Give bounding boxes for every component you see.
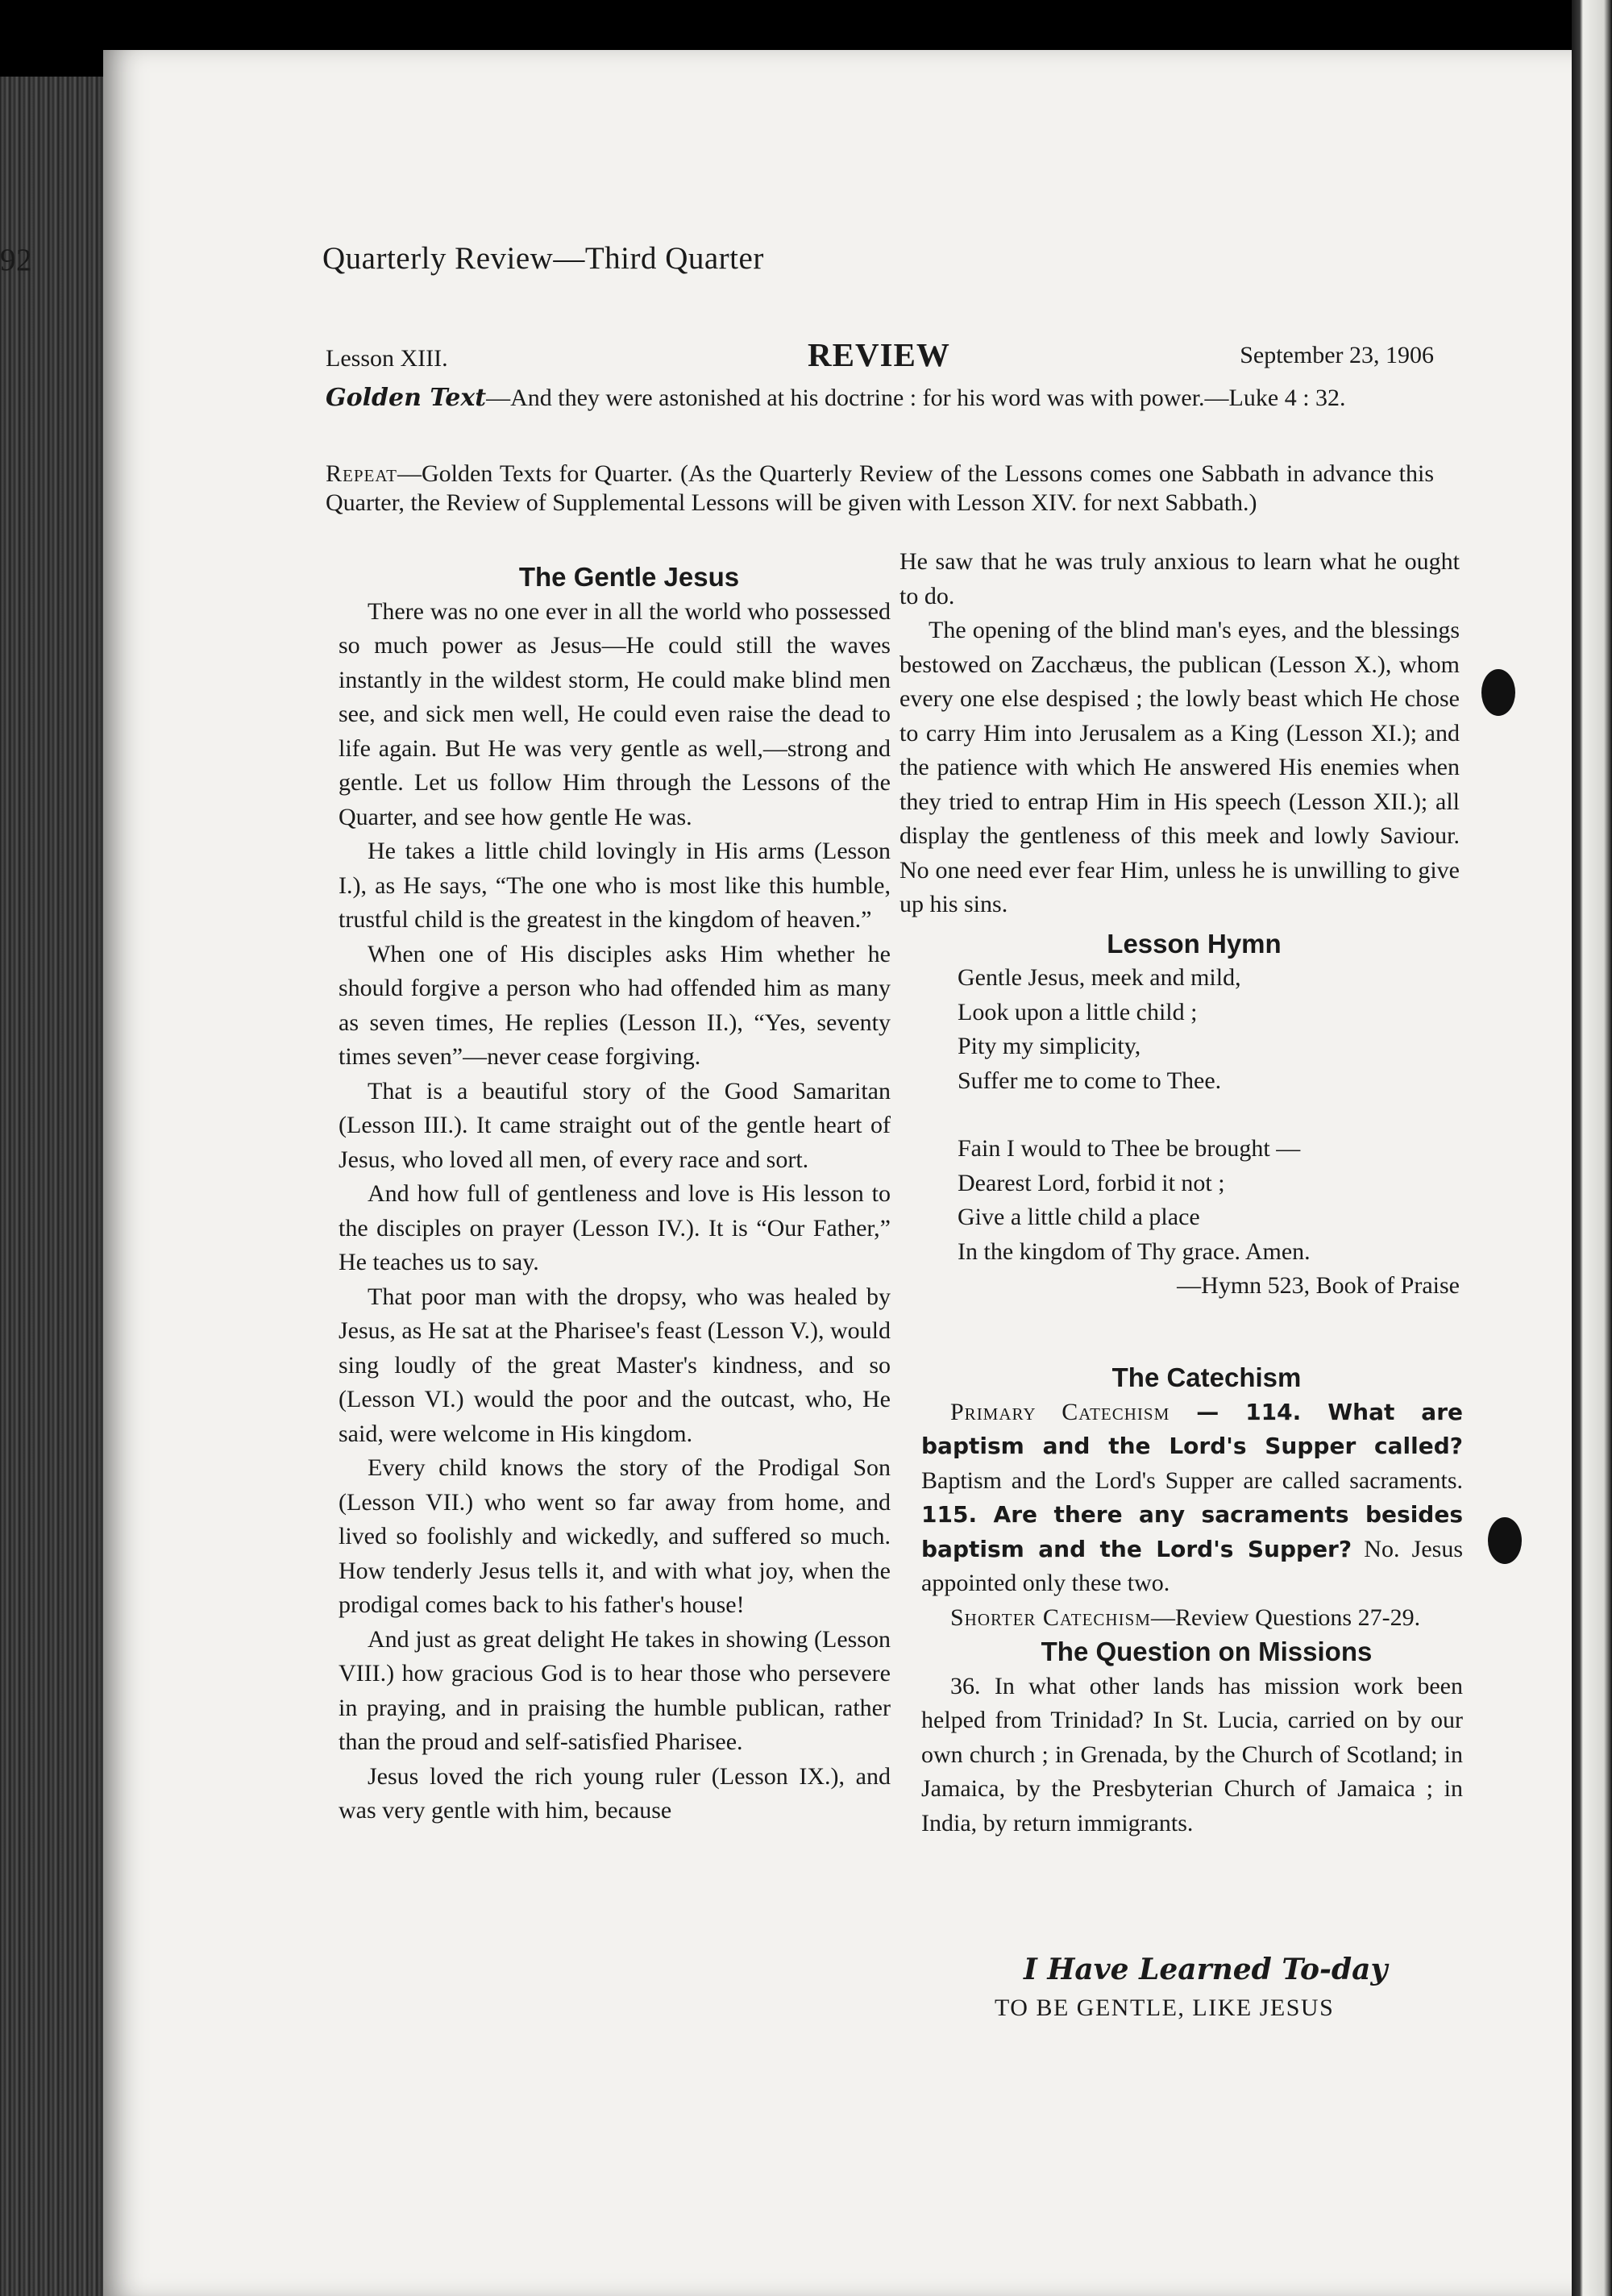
paragraph: The opening of the blind man's eyes, and the blessings bestowed on Zacchæus, the publican (Lesson X.), whom every one else despised ; the lowly beast which He chose to carry Him into Jerusalem as a King (Lesson XI.); and the patience with which He answered His enemies when they tried to entrap Him in His speech (Lesson XII.); all display the gentleness of this meek and lowly Saviour. No one need ever fear Him, unless he is unwilling to give up his sins. (899, 617, 1460, 917)
missions-heading: The Question on Missions (1041, 1637, 1373, 1666)
running-head (0, 240, 764, 277)
paragraph: Jesus loved the rich young ruler (Lesson IX.), and was very gentle with him, because (339, 1762, 891, 1824)
hymn-line: Dearest Lord, forbid it not ; (958, 1169, 1225, 1196)
paragraph: There was no one ever in all the world who possessed so much power as Jesus—He could still the waves instantly in the wildest storm, He could make blind men see, and sick men well, He could even raise the dead to life again. But He was very gentle as well,—strong and gentle. Let us follow Him through the Lessons of the Quarter, and see how gentle He was. (339, 597, 891, 830)
left-column (339, 560, 891, 1828)
facing-page-edge (1572, 0, 1612, 2296)
lesson-number: Lesson XIII. (326, 345, 448, 372)
lesson-date: September 23, 1906 (1240, 342, 1434, 368)
hymn-reference: —Hymn 523, Book of Praise (1177, 1272, 1460, 1299)
paragraph: That is a beautiful story of the Good Samaritan (Lesson III.). It came straight out of the gentle heart of Jesus, who loved all men, of every race and sort. (339, 1077, 891, 1173)
paragraph: When one of His disciples asks Him whether he should forgive a person who had offended him as many as seven times, He replies (Lesson II.), “Yes, seventy times seven”—never cease forgiving. (339, 940, 891, 1070)
repeat-note (326, 460, 1434, 518)
hymn-line: Gentle Jesus, meek and mild, (958, 964, 1241, 991)
hymn-line: Fain I would to Thee be brought — (958, 1135, 1301, 1162)
gentle-jesus-heading: The Gentle Jesus (518, 562, 740, 592)
learned-today-text: TO BE GENTLE, LIKE JESUS (995, 1994, 1335, 2021)
lesson-title: REVIEW (808, 336, 950, 373)
shorter-catechism-text: —Review Questions 27-29. (1150, 1603, 1421, 1631)
golden-text (326, 384, 1434, 413)
running-head-title: Quarterly Review—Third Quarter (322, 241, 764, 276)
golden-text-body: —And they were astonished at his doctrine : for his word was with power.—Luke 4 : 32. (486, 385, 1346, 411)
primary-catechism-label: Primary Catechism (950, 1398, 1170, 1425)
right-column (899, 545, 1460, 1304)
book-page-edges (0, 77, 113, 2296)
page-number: 92 (0, 243, 32, 277)
question-114-number: — 114. (1170, 1398, 1328, 1425)
hymn-stanza-2 (958, 1132, 1460, 1269)
repeat-body: —Golden Texts for Quarter. (As the Quarterly Review of the Lessons comes one Sabbath in advance this Quarter, the Review of Supplemental Lessons will be given with Lesson XIV. for next Sabbath.) (326, 460, 1434, 516)
shorter-catechism-label: Shorter Catechism (950, 1603, 1151, 1631)
repeat-label: Repeat (326, 460, 398, 487)
answer-115: No. Jesus appointed only these two. (921, 1535, 1463, 1596)
primary-catechism (921, 1395, 1463, 1601)
paragraph: He saw that he was truly anxious to learn what he ought to do. (899, 548, 1460, 609)
question-115-number: 115. (921, 1501, 994, 1528)
paragraph: And just as great delight He takes in showing (Lesson VIII.) how gracious God is to hear those who persevere in praying, and in praising the humble publican, rather than the proud and self-satisfied Pharisee. (339, 1625, 891, 1755)
hymn-line: Give a little child a place (958, 1204, 1200, 1230)
missions-answer: 36. In what other lands has mission work been helped from Trinidad? In St. Lucia, carried on by our own church ; in Grenada, by the Church of Scotland; in Jamaica, by the Presbyterian Church of Jamaica ; in India, by return immigrants. (921, 1672, 1463, 1836)
binding-hole-bottom (1488, 1517, 1522, 1564)
question-114: What are baptism and the Lord's Supper called? (921, 1398, 1464, 1459)
right-column-lower (921, 1361, 1463, 1841)
paragraph: That poor man with the dropsy, who was healed by Jesus, as He sat at the Pharisee's feast (Lesson V.), would sing loudly of the great Master's kindness, and so (Lesson VI.) would the poor and the outcast, who, He said, were welcome in His kingdom. (339, 1283, 891, 1447)
catechism-heading: The Catechism (1111, 1362, 1302, 1392)
paragraph: Every child knows the story of the Prodigal Son (Lesson VII.) who went so far away from home, and lived so foolishly and wickedly, and suffered so much. How tenderly Jesus tells it, and with what joy, when the prodigal comes back to his father's house! (339, 1454, 891, 1618)
golden-text-label: Golden Text (326, 384, 487, 412)
shorter-catechism (921, 1601, 1463, 1636)
paragraph: And how full of gentleness and love is His lesson to the disciples on prayer (Lesson IV.). It is “Our Father,” He teaches us to say. (339, 1180, 891, 1275)
hymn-line: In the kingdom of Thy grace. Amen. (958, 1237, 1311, 1265)
hymn-stanza-1 (958, 961, 1460, 1098)
hymn-line: Look upon a little child ; (958, 998, 1198, 1025)
lesson-hymn-heading: Lesson Hymn (1107, 928, 1282, 959)
binding-hole-top (1481, 669, 1515, 716)
question-115: Are there any sacraments besides baptism and the Lord's Supper? (921, 1501, 1464, 1562)
hymn-line: Pity my simplicity, (958, 1033, 1141, 1059)
hymn-line: Suffer me to come to Thee. (958, 1067, 1222, 1094)
paragraph: He takes a little child lovingly in His arms (Lesson I.), as He says, “The one who is most like this humble, trustful child is the greatest in the kingdom of heaven.” (339, 838, 891, 933)
learned-today-heading: I Have Learned To-day (1024, 1953, 1388, 1986)
answer-114: Baptism and the Lord's Supper are called sacraments. (921, 1466, 1463, 1494)
